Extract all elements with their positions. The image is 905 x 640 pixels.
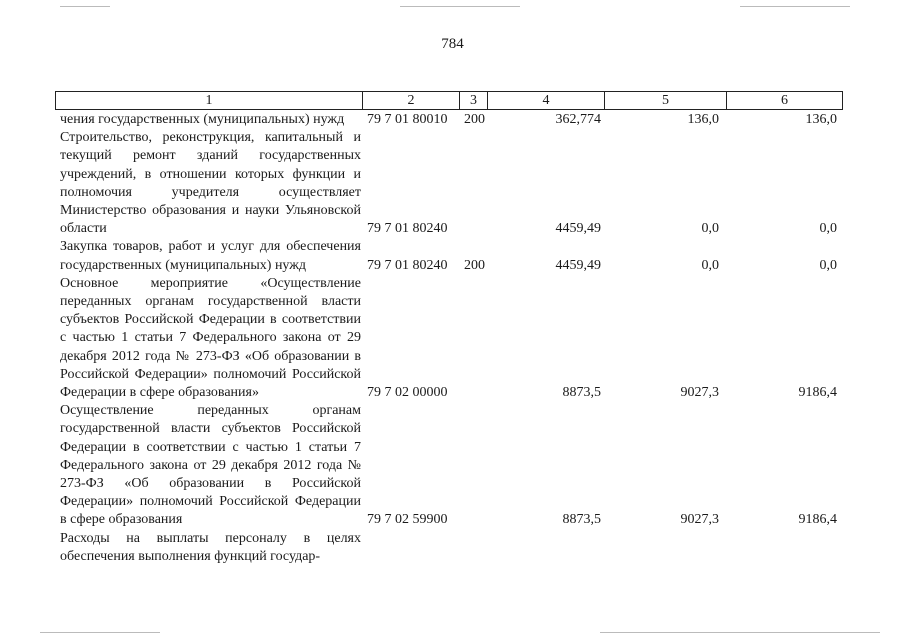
scan-artifact: [740, 6, 850, 7]
row-value-col6: 9186,4: [798, 512, 837, 528]
table-row: [55, 111, 843, 129]
row-value-col4: 362,774: [555, 112, 601, 127]
row-code: 79 7 01 80240: [367, 221, 448, 237]
row-value-col5: 136,0: [687, 112, 719, 127]
header-col-6: 6: [781, 93, 788, 108]
row-value-col6: 0,0: [819, 257, 837, 273]
table-row: [55, 402, 843, 529]
table-row: [55, 129, 843, 238]
header-col-4: 4: [488, 92, 605, 109]
row-description: чения государственных (муниципальных) нужд: [60, 112, 345, 127]
row-type: 200: [464, 112, 485, 127]
row-value-col6: 136,0: [805, 112, 837, 127]
scan-artifact: [60, 6, 110, 7]
row-value-col4: 8873,5: [562, 512, 601, 528]
table-row: [55, 530, 843, 566]
table-header: [55, 91, 843, 110]
row-value-col5: 0,0: [701, 221, 719, 237]
row-value-col5: 9027,3: [680, 385, 719, 401]
table-row: [55, 275, 843, 402]
scan-artifact: [400, 6, 520, 7]
header-col-5: 5: [605, 92, 727, 109]
row-description: Осуществление переданных органам государственной власти субъектов Российской Федерации в соответствии с частью 1 статьи 7 Федерального закона от 29 декабря 2012 года № 273-ФЗ «Об образовании в Российской Федерации» полномочий Российской Федерации в сфере образования: [60, 403, 361, 528]
header-col-1: 1: [56, 92, 363, 109]
row-code: 79 7 01 80010: [367, 112, 448, 127]
row-description: Расходы на выплаты персоналу в целях обеспечения выполнения функций государ-: [60, 530, 361, 564]
scan-artifact: [600, 632, 880, 633]
row-value-col4: 4459,49: [555, 221, 601, 237]
table-body: [55, 111, 843, 566]
row-description: Основное мероприятие «Осуществление переданных органам государственной власти субъектов Российской Федерации в соответствии с частью 1 статьи 7 Федерального закона от 29 декабря 2012 года № 273-ФЗ «Об образовании в Российской Федерации» полномочий Российской Федерации в сфере образования»: [60, 275, 361, 401]
row-value-col4: 4459,49: [555, 257, 601, 273]
page-number: 784: [441, 36, 464, 52]
header-col-3: 3: [460, 92, 488, 109]
row-description: Строительство, реконструкция, капитальный и текущий ремонт зданий государственных учреждений, в отношении которых функции и полномочия учредителя осуществляет Министерство образования и науки Ульяновской области: [60, 130, 361, 237]
row-description: Закупка товаров, работ и услуг для обеспечения государственных (муниципальных) нужд: [60, 239, 361, 273]
header-col-2: 2: [363, 92, 460, 109]
row-code: 79 7 02 59900: [367, 512, 448, 528]
row-type: 200: [464, 257, 485, 273]
row-code: 79 7 01 80240: [367, 257, 448, 273]
scan-artifact: [40, 632, 160, 633]
row-value-col5: 0,0: [701, 257, 719, 273]
row-value-col4: 8873,5: [562, 385, 601, 401]
row-value-col6: 9186,4: [798, 385, 837, 401]
row-value-col6: 0,0: [819, 221, 837, 237]
row-code: 79 7 02 00000: [367, 385, 448, 401]
table-row: [55, 238, 843, 274]
row-value-col5: 9027,3: [680, 512, 719, 528]
